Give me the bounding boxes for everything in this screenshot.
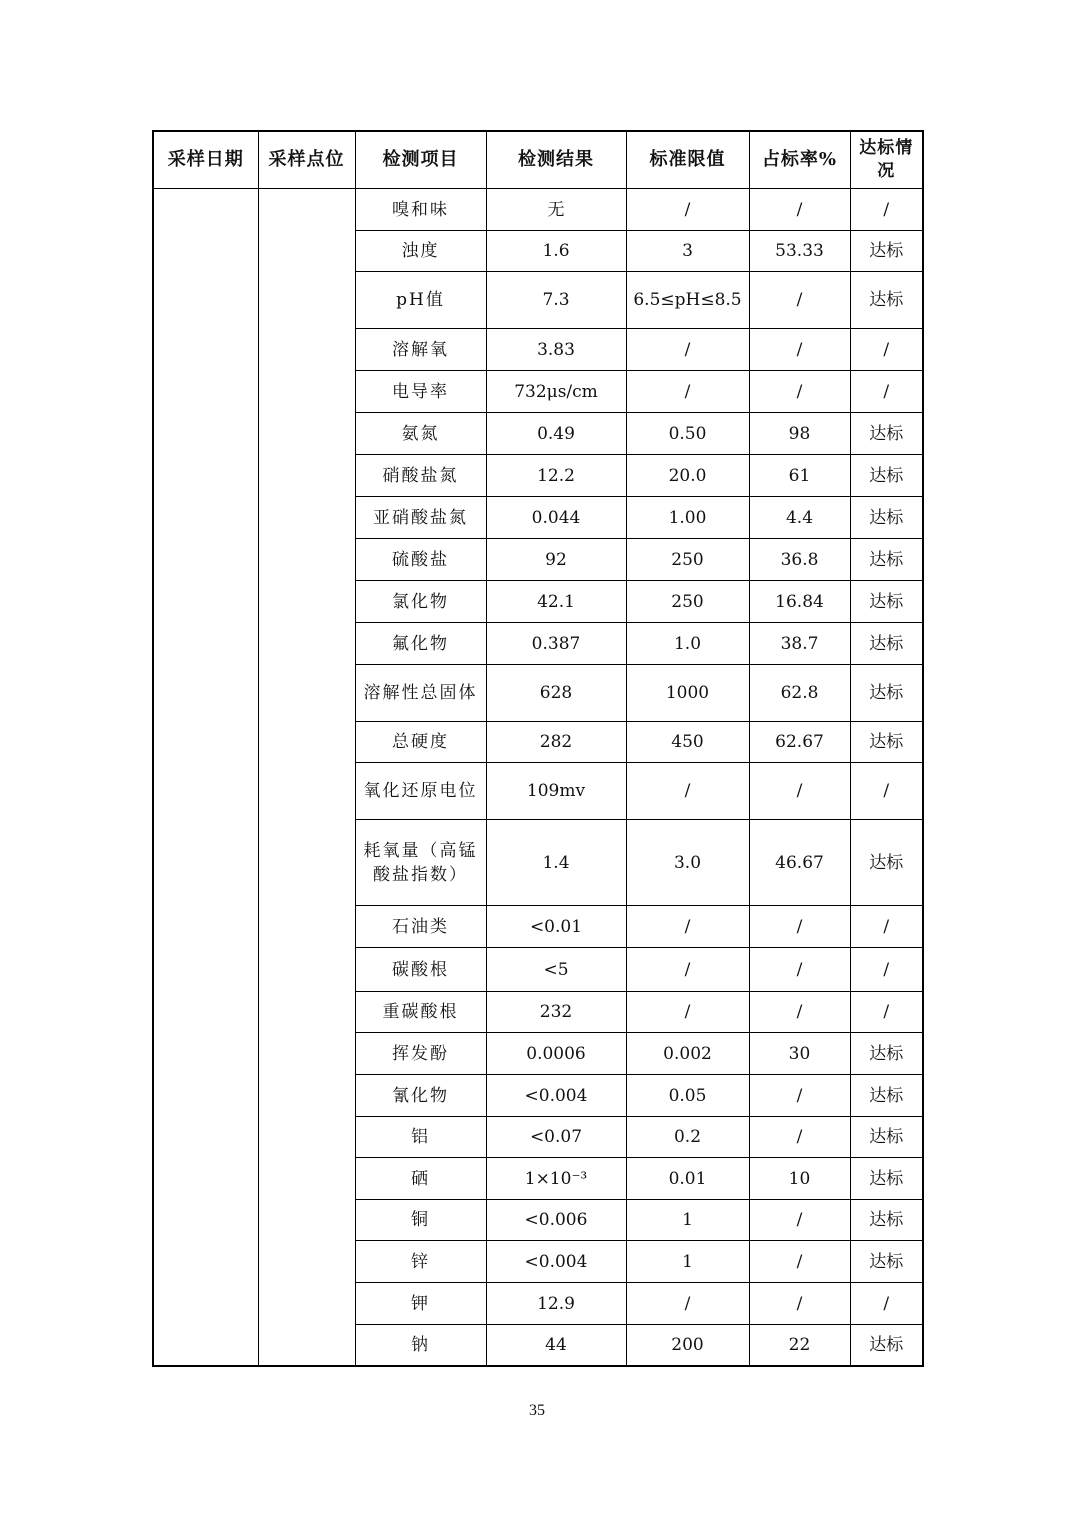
header-compliance: 达标情况 — [850, 131, 923, 189]
test-item-cell: 石油类 — [355, 906, 486, 948]
test-item-cell: 电导率 — [355, 371, 486, 413]
standard-limit-cell: / — [626, 763, 749, 820]
test-item-cell: 溶解性总固体 — [355, 665, 486, 722]
test-result-cell: 0.0006 — [486, 1033, 626, 1075]
test-item-cell: 硫酸盐 — [355, 539, 486, 581]
standard-limit-cell: 0.002 — [626, 1033, 749, 1075]
sampling-date-cell — [153, 189, 258, 1366]
compliance-cell: 达标 — [850, 455, 923, 497]
standard-limit-cell: 3.0 — [626, 820, 749, 906]
ratio-cell: 62.67 — [749, 722, 850, 763]
test-item-cell: 总硬度 — [355, 722, 486, 763]
test-result-cell: 1×10⁻³ — [486, 1158, 626, 1200]
test-item-cell: 钠 — [355, 1325, 486, 1366]
ratio-cell: / — [749, 992, 850, 1033]
ratio-cell: 36.8 — [749, 539, 850, 581]
ratio-cell: 10 — [749, 1158, 850, 1200]
standard-limit-cell: / — [626, 189, 749, 231]
standard-limit-cell: 0.2 — [626, 1117, 749, 1158]
ratio-cell: 22 — [749, 1325, 850, 1366]
compliance-cell: 达标 — [850, 272, 923, 329]
table-row — [153, 189, 923, 231]
test-result-cell: 3.83 — [486, 329, 626, 371]
test-result-cell: 732μs/cm — [486, 371, 626, 413]
test-result-cell: 109mv — [486, 763, 626, 820]
ratio-cell: / — [749, 948, 850, 992]
compliance-cell: / — [850, 948, 923, 992]
header-sampling-date: 采样日期 — [153, 131, 258, 189]
header-sampling-point: 采样点位 — [258, 131, 355, 189]
test-item-cell: 铜 — [355, 1200, 486, 1241]
standard-limit-cell: / — [626, 906, 749, 948]
test-result-cell: 12.2 — [486, 455, 626, 497]
test-result-cell: 无 — [486, 189, 626, 231]
standard-limit-cell: 0.50 — [626, 413, 749, 455]
compliance-cell: / — [850, 906, 923, 948]
ratio-cell: / — [749, 189, 850, 231]
test-item-cell: 氧化还原电位 — [355, 763, 486, 820]
compliance-cell: 达标 — [850, 820, 923, 906]
test-item-cell: 亚硝酸盐氮 — [355, 497, 486, 539]
ratio-cell: / — [749, 1075, 850, 1117]
compliance-cell: 达标 — [850, 497, 923, 539]
ratio-cell: / — [749, 1200, 850, 1241]
standard-limit-cell: 250 — [626, 581, 749, 623]
header-standard-limit: 标准限值 — [626, 131, 749, 189]
ratio-cell: 30 — [749, 1033, 850, 1075]
test-result-cell: 92 — [486, 539, 626, 581]
test-item-cell: 碳酸根 — [355, 948, 486, 992]
ratio-cell: / — [749, 272, 850, 329]
test-item-cell: 溶解氧 — [355, 329, 486, 371]
test-item-cell: 钾 — [355, 1283, 486, 1325]
test-result-cell: 1.6 — [486, 231, 626, 272]
test-item-cell: 嗅和味 — [355, 189, 486, 231]
test-item-cell: 氰化物 — [355, 1075, 486, 1117]
compliance-cell: 达标 — [850, 581, 923, 623]
ratio-cell: 62.8 — [749, 665, 850, 722]
ratio-cell: / — [749, 1117, 850, 1158]
header-test-item: 检测项目 — [355, 131, 486, 189]
compliance-cell: 达标 — [850, 1117, 923, 1158]
standard-limit-cell: 200 — [626, 1325, 749, 1366]
test-item-cell: 氯化物 — [355, 581, 486, 623]
ratio-cell: / — [749, 906, 850, 948]
water-quality-table — [152, 130, 924, 1367]
ratio-cell: 4.4 — [749, 497, 850, 539]
test-result-cell: 42.1 — [486, 581, 626, 623]
test-item-cell: 铝 — [355, 1117, 486, 1158]
compliance-cell: / — [850, 1283, 923, 1325]
table-header-row — [153, 131, 923, 189]
standard-limit-cell: 1 — [626, 1241, 749, 1283]
compliance-cell: 达标 — [850, 722, 923, 763]
standard-limit-cell: 1.0 — [626, 623, 749, 665]
standard-limit-cell: 0.05 — [626, 1075, 749, 1117]
compliance-cell: 达标 — [850, 1241, 923, 1283]
test-result-cell: <5 — [486, 948, 626, 992]
test-item-cell: 耗氧量（高锰酸盐指数） — [355, 820, 486, 906]
test-result-cell: 0.044 — [486, 497, 626, 539]
sampling-point-cell — [258, 189, 355, 1366]
test-result-cell: 1.4 — [486, 820, 626, 906]
test-result-cell: 0.49 — [486, 413, 626, 455]
test-result-cell: <0.07 — [486, 1117, 626, 1158]
compliance-cell: 达标 — [850, 1033, 923, 1075]
test-result-cell: 282 — [486, 722, 626, 763]
test-item-cell: 挥发酚 — [355, 1033, 486, 1075]
compliance-cell: 达标 — [850, 665, 923, 722]
test-item-cell: 氨氮 — [355, 413, 486, 455]
test-item-cell: 氟化物 — [355, 623, 486, 665]
test-result-cell: <0.006 — [486, 1200, 626, 1241]
standard-limit-cell: 450 — [626, 722, 749, 763]
ratio-cell: / — [749, 329, 850, 371]
compliance-cell: / — [850, 763, 923, 820]
ratio-cell: 16.84 — [749, 581, 850, 623]
compliance-cell: 达标 — [850, 1075, 923, 1117]
test-result-cell: 0.387 — [486, 623, 626, 665]
standard-limit-cell: 3 — [626, 231, 749, 272]
ratio-cell: 38.7 — [749, 623, 850, 665]
standard-limit-cell: 0.01 — [626, 1158, 749, 1200]
standard-limit-cell: / — [626, 948, 749, 992]
compliance-cell: 达标 — [850, 1325, 923, 1366]
standard-limit-cell: / — [626, 992, 749, 1033]
standard-limit-cell: 1.00 — [626, 497, 749, 539]
test-item-cell: pH值 — [355, 272, 486, 329]
compliance-cell: / — [850, 329, 923, 371]
compliance-cell: 达标 — [850, 231, 923, 272]
test-item-cell: 锌 — [355, 1241, 486, 1283]
test-result-cell: 12.9 — [486, 1283, 626, 1325]
standard-limit-cell: 20.0 — [626, 455, 749, 497]
standard-limit-cell: 250 — [626, 539, 749, 581]
ratio-cell: / — [749, 763, 850, 820]
test-result-cell: <0.004 — [486, 1075, 626, 1117]
test-item-cell: 硝酸盐氮 — [355, 455, 486, 497]
test-result-cell: <0.004 — [486, 1241, 626, 1283]
test-result-cell: <0.01 — [486, 906, 626, 948]
standard-limit-cell: / — [626, 1283, 749, 1325]
compliance-cell: 达标 — [850, 623, 923, 665]
test-result-cell: 7.3 — [486, 272, 626, 329]
standard-limit-cell: 1000 — [626, 665, 749, 722]
ratio-cell: / — [749, 1241, 850, 1283]
test-result-cell: 44 — [486, 1325, 626, 1366]
test-result-cell: 628 — [486, 665, 626, 722]
compliance-cell: 达标 — [850, 413, 923, 455]
test-result-cell: 232 — [486, 992, 626, 1033]
ratio-cell: 61 — [749, 455, 850, 497]
standard-limit-cell: 6.5≤pH≤8.5 — [626, 272, 749, 329]
standard-limit-cell: / — [626, 329, 749, 371]
compliance-cell: / — [850, 189, 923, 231]
standard-limit-cell: / — [626, 371, 749, 413]
ratio-cell: / — [749, 371, 850, 413]
standard-limit-cell: 1 — [626, 1200, 749, 1241]
header-test-result: 检测结果 — [486, 131, 626, 189]
ratio-cell: 53.33 — [749, 231, 850, 272]
page-number: 35 — [529, 1402, 545, 1419]
header-ratio: 占标率% — [749, 131, 850, 189]
test-item-cell: 重碳酸根 — [355, 992, 486, 1033]
compliance-cell: / — [850, 371, 923, 413]
ratio-cell: 98 — [749, 413, 850, 455]
compliance-cell: 达标 — [850, 1158, 923, 1200]
compliance-cell: / — [850, 992, 923, 1033]
compliance-cell: 达标 — [850, 539, 923, 581]
test-item-cell: 硒 — [355, 1158, 486, 1200]
ratio-cell: 46.67 — [749, 820, 850, 906]
ratio-cell: / — [749, 1283, 850, 1325]
compliance-cell: 达标 — [850, 1200, 923, 1241]
test-item-cell: 浊度 — [355, 231, 486, 272]
